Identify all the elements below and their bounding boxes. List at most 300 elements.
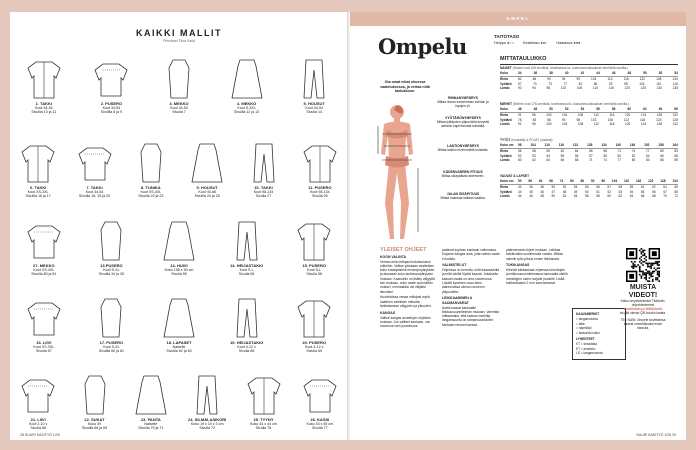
garment-illustration [24,295,64,339]
video-promo [618,284,668,330]
page-footer: SUURI KÄSITYÖ 1/25 29 [636,433,676,437]
size-cell: 77 [645,149,650,154]
size-cell: 50 [549,106,553,111]
garment-illustration [131,140,171,184]
size-cell: 58 [618,185,623,190]
skill-dots: ●●● [573,41,581,45]
garment-name: 19. HEIJASTAKKI [230,340,264,345]
measure-description [435,144,491,152]
size-row-label: Rinta [500,113,508,118]
garment-name: 8. TUNIKA [141,185,161,190]
garment-item [286,56,342,115]
garment-illustration [131,372,171,416]
measure-heading: VYÖTÄRÖNYMPÄRYS [445,116,481,120]
video-promo-text-2: tai yllä olevan QR-koodin kautta. [620,311,666,316]
size-cell: 77 [617,158,622,163]
measure-heading: LANTIONYMPÄRYS [447,144,479,148]
skill-label: Helppo [494,41,507,45]
size-cell: 116 [609,122,615,127]
garment-name: 4. MEKKO [236,101,257,106]
size-cell: 62 [532,158,536,163]
size-cell: 82 [518,77,522,82]
size-cell: 90 [547,77,551,82]
size-cell: 46 [611,70,616,75]
size-cell: 54 [674,70,678,75]
garment-illustration [244,140,284,184]
size-cell: 116 [636,178,642,183]
garment-name: 16. LIIVI [36,340,52,345]
size-row-label: Vyötärö [500,189,512,194]
garment-pages: Sivulla 66 [238,349,255,354]
size-cell: 128 [656,113,663,118]
size-cell: 46 [529,194,533,199]
garment-illustration [227,218,267,262]
garment-item [123,372,179,431]
garment-item [16,295,72,354]
size-cell: 120 [624,113,631,118]
skill-dots: ●○○ [507,41,514,45]
garment-name: 22. SUKAT [84,417,105,422]
section-ribbon: OMPEL [350,12,686,26]
size-row [500,194,678,199]
size-cell: 86 [532,77,537,82]
legend-item: = langansuunta [576,317,598,322]
size-cell: 64 [645,153,650,158]
size-cell: 88 [547,117,551,122]
size-row-label: Lantio [500,158,510,163]
garment-pages: Sivulla 72 [199,426,215,431]
garment-pages: Sivuilla 18, 19 ja 20 [78,194,111,199]
video-promo-text: Katso ompelutekniset Tikkinäin-ohjevideoemme [620,299,666,308]
size-cell: 140 [615,142,621,147]
garment-sizes: Koot 34-54 [170,106,188,110]
measure-text: Mittaa rinnan korkeimman kohdan ja lapojen yli. [437,100,489,108]
size-cell: 62 [560,149,565,154]
garment-illustration [187,372,227,416]
size-table-heading: MIEHET (Miehet ovat 178-senttisiä, tarvittaessa ks. kaavanmuokkaukset viereisiltä sivuilta.) [500,102,630,106]
size-cell: 70 [533,81,537,86]
garment-illustration [91,56,131,100]
size-cell: 64 [574,149,579,154]
measure-description [435,96,491,108]
size-cell: 62 [631,153,636,158]
size-cell: 34 [518,70,522,75]
garment-illustration [294,295,334,339]
garment-pages: Sivulla 14 [306,110,322,115]
size-table-heading: VAUVAT & LAPSET [500,174,530,178]
garment-name: 26. KASSI [310,417,330,422]
garment-sizes: Koot 34-54 [102,106,121,110]
general-instructions-col1: YLEISET OHJEET KOON VALINTA Vertaa omia mittojasi kokotaulukon mittoihin. Valitse yläosaan vaatteiden koko ensisijaisesti rinnanympäryksen, ja alaosaan koko lantionympäryksen mukaan. Kaavoihin on lisätty väljyyttä sen mukaan, onko vaate suunniteltu mukavi, normaaliksi vai väljäksi istuvaksi. Huolehdissa vertaa mittojasi myös vaatteen valmiisiin mittoihin tarkistamaan väljyyden ja pituuden. KANGAS Valitse kangas annettujen ohjeiden mukaan. Jos valitset kankaan, ota huomioon sen joustavuus. [380,248,438,330]
body-measure-figure [370,102,425,242]
garment-illustration [159,56,199,100]
size-cell: 73 [548,81,552,86]
measure-text: Mittaa lantion leveimmältä kohdalta. [437,148,489,152]
size-cell: 58 [674,189,678,194]
size-cell: 115 [608,86,614,91]
skill-level-heading: TAITOTASO [494,34,520,39]
measure-heading: KÄDENVARREN PITUUS [443,170,483,174]
size-cell: 98 [576,117,580,122]
garment-pages: Sivuilla 24 ja 25 [194,194,220,199]
garment-illustration [294,56,334,100]
garment-pages: Sivulla 69 [306,349,322,354]
garment-illustration [91,295,131,339]
size-cell: 100 [546,113,552,118]
garment-name: 18. LAPASET [166,340,192,345]
garment-item [123,140,179,199]
garment-sizes: Koot 98-134 [253,190,274,194]
measure-heading: RINNANYMPÄRYS [448,96,478,100]
size-cell: 92 [590,178,595,183]
size-cell: 64 [663,185,667,190]
garment-name: 23. PANTA [140,417,161,422]
skill-levels [494,41,674,45]
size-cell: 56 [518,149,522,154]
skill-dots: ●●○ [540,41,548,45]
size-cell: 110 [607,77,613,82]
garment-name: 10. TAKKI [254,185,273,190]
garment-name: 5. HOUSUT [303,101,325,106]
garment-name: 9. HOUSUT [196,185,218,190]
garment-illustration [294,218,334,262]
size-cell: 94 [532,86,536,91]
garment-name: 14. HUIVI [170,263,188,268]
garment-illustration [75,140,115,184]
size-cell: 60 [546,149,550,154]
size-table-tytot [500,138,678,163]
pattern-marks-heading: KAAVAMERKIT [576,312,600,316]
skill-level-3 [556,41,580,45]
size-cell: 54 [573,194,578,199]
measure-intro: Ota omat mitat ohuessa vaatetuksessa, ja vertaa niitä taulukkoon. [380,80,430,94]
garment-illustration [300,372,340,416]
size-cell: 62 [618,194,623,199]
illustrator-credit: Piirrokset Tiina Kaila [163,39,195,43]
size-cell: 68 [574,158,579,163]
general-instructions-col3: päärmevarat ohjeet mukaan. Leikkaa kelkkivaiksi suurimmalla varalla. Mittaa valmiin työn pituus ennen leikkausta. TUKIKANGAS Kiinnitä tukikankaat ohjeessa kerrottujen ja leikkuusuunnitelmassa harmaalla värillä merkittyjen osien nurjalle puolelle. Lisää tukikankaisiin 2 mm saumanvarat. [506,248,568,286]
garment-sizes: Koot S-XL [103,345,120,349]
size-cell: 52 [564,106,569,111]
size-cell: 54 [629,189,634,194]
size-cell: 36 [533,70,538,75]
garment-pages: Sivuilla 16 ja 17 [25,194,51,199]
size-cell: 50 [551,194,556,199]
size-cell: 98 [624,81,628,86]
size-row-label: Vyötärö [500,153,512,158]
size-cell: 134 [601,142,607,147]
size-cell: 110 [592,86,598,91]
measure-text: Mittaa olkapäästä ranteeseen. [441,174,485,178]
right-page [350,12,686,440]
size-row-label: Rinta [500,77,508,82]
size-cell: 52 [607,189,611,194]
size-row-label: Vyötärö [500,81,512,86]
size-row-label: Lantio [500,86,510,91]
garment-sizes: Koot XS-3XL [33,345,55,349]
size-row [500,107,678,112]
garment-name: 3. MEKKO [169,101,189,106]
garment-illustration [24,218,64,262]
size-cell: 108 [577,113,584,118]
size-cell: 116 [672,81,678,86]
garment-illustration [18,372,58,416]
garment-illustration [244,372,284,416]
size-cell: 62 [643,106,647,111]
size-cell: 118 [639,117,646,122]
garment-sizes: Koot 34-54 [85,190,104,194]
garment-item [16,56,72,115]
size-cell: 106 [576,86,583,91]
garment-name: 7. TAKKI [86,185,103,190]
skill-level-2 [523,41,547,45]
size-cell: 74 [631,149,636,154]
size-cell: 66 [589,149,593,154]
skill-level [494,34,674,45]
section-title: Ompelu [378,34,467,59]
garment-item [67,372,123,431]
measure-heading: JALAN SISÄPITUUS [446,192,480,196]
size-cell: 59 [629,185,634,190]
size-cell: 70 [663,194,667,199]
qr-code[interactable] [626,248,660,282]
size-cell: 38 [549,70,553,75]
size-cell: 64 [658,106,663,111]
garment-sizes: Naiselle [144,422,158,426]
measure-description [435,170,491,178]
size-cell: 83 [532,117,537,122]
garment-name: 20. PUSERO [302,340,326,345]
size-cell: 135 [672,86,678,91]
garment-illustration [300,140,340,184]
garment-sizes: Koko 39 [87,422,102,426]
garment-name: 27. MEKKO [33,263,55,268]
size-cell: 128 [587,142,593,147]
garment-sizes: Koot 34-54 [305,106,323,110]
garment-item [83,295,139,354]
size-cell: 60 [518,158,522,163]
video-url-link[interactable]: suurikasityo.fi/tikkinkit [623,307,663,312]
size-cell: 57 [607,185,611,190]
size-cell: 116 [558,142,564,147]
size-cell: 58 [603,153,607,158]
size-cell: 68 [549,178,553,183]
size-cell: 42 [580,70,585,75]
legend-item: = napinläpi [576,326,592,331]
garment-item [83,56,139,115]
size-row-label: Rinta [500,149,508,154]
size-cell: 104 [530,142,536,147]
general-instructions-heading: YLEISET OHJEET [380,247,427,253]
size-cell: 77 [563,81,568,86]
garment-illustration [227,56,267,100]
garment-item [83,218,139,277]
size-row-label: Lantio [500,194,510,199]
size-cell: 91 [518,113,522,118]
garment-item [179,140,235,199]
size-cell: 116 [623,77,629,82]
size-cell: 103 [591,117,597,122]
video-tip: TEE NÄIN: Ompele tarvittaessa kaavat ommeltavaksi ensin harsolla. [620,317,666,331]
garment-sizes: Koot XS-4XL [33,268,55,272]
size-cell: 50 [518,178,522,183]
size-cell: 66 [640,194,645,199]
measure-description [435,116,491,128]
size-cell: 50 [585,189,589,194]
garment-pages: Sivulla 66 [30,426,46,431]
size-cell: 125 [640,86,646,91]
size-cell: 98 [601,178,605,183]
garment-pages: Sivuilla 10 ja 11 [31,110,57,115]
size-cell: 108 [607,117,613,122]
size-cell: 110 [624,178,630,183]
garment-pages: Sivulla 27 [255,194,272,199]
garment-pages: Sivuilla 70 ja 71 [138,426,164,431]
garment-name: 25. TYYNY [253,417,274,422]
abbreviations-heading: LYHENTEET [576,337,595,342]
garment-item [292,372,348,431]
garment-pages: Sivulla 57 [36,349,52,354]
size-cell: 134 [672,178,678,183]
legend-item: ET = keskietu [576,346,596,351]
size-cell: 100 [546,122,552,127]
size-cell: 123 [656,117,662,122]
size-row [500,158,678,163]
size-cell: 64 [546,158,550,163]
size-cell: 122 [572,142,579,147]
size-table-heading: NAISET (Naiset ovat 168 senttisiä, tarvittaessa ks. kaavanmuokkaukset viereisiltä sivuilta.) [500,66,629,70]
legend-item: LS = langansuunta [576,351,603,356]
size-cell: 58 [611,106,616,111]
size-cell: 104 [639,81,645,86]
size-cell: 44 [596,70,600,75]
size-cell: 98 [518,142,522,147]
size-cell: 52 [562,194,567,199]
skill-label: Keskitaso [523,41,540,45]
garment-sizes: Koot 2-10 v [28,422,48,426]
size-cell: 58 [532,149,536,154]
size-cell: 108 [577,122,584,127]
size-cell: 48 [562,189,567,194]
garment-item [151,56,207,115]
left-page [10,12,348,440]
garment-sizes: Koot 4-12 v [304,345,324,349]
size-cell: 60 [617,153,622,158]
size-cell: 68 [674,153,678,158]
measure-description [435,192,491,200]
garment-pages: Sivuilla 80 ja 81 [31,272,57,277]
garment-item [10,140,66,199]
garment-item [10,372,66,431]
garment-pages: Sivulla 77 [312,426,328,431]
garment-pages: Sivulla 58 [306,272,322,277]
size-cell: 71 [617,149,622,154]
garment-item [286,218,342,277]
size-row-label: Vyötärö [500,117,512,122]
size-cell: 113 [623,117,629,122]
legend-item: = taskuntai lukko [576,330,600,335]
size-cell: 65 [674,185,678,190]
size-cell: 60 [607,194,611,199]
size-cell: 47 [551,189,556,194]
size-cell: 62 [652,185,656,190]
size-cell: 104 [562,122,568,127]
size-cell: 128 [656,77,662,82]
size-cell: 54 [573,185,578,190]
size-cell: 71 [589,158,593,163]
garment-illustration [91,218,131,262]
garment-sizes: Koot 4-12 v [237,345,256,349]
garment-pages: Sivuilla 62 ja 63 [166,349,192,354]
size-cell: 83 [645,158,650,163]
garment-item [219,218,275,277]
size-row [500,71,678,76]
garment-name: 6. TAKKI [29,185,47,190]
garment-name: 24. SILMÄLASIKORI [188,417,227,422]
size-table-naiset [500,66,678,91]
size-cell: 94 [561,77,566,82]
size-cell: 120 [624,122,631,127]
garment-pages: Sivuilla 8 ja 9 [100,110,122,115]
size-cell: 86 [593,81,598,86]
size-cell: 57 [589,153,593,158]
size-cell: 128 [660,178,666,183]
size-cell: 128 [656,122,663,127]
size-cell: 80 [660,149,664,154]
size-cell: 110 [544,142,550,147]
garment-item [151,295,207,354]
size-cell: 112 [593,122,599,127]
garment-item [219,56,275,115]
size-cell: 120 [624,86,630,91]
garment-item [219,295,275,354]
size-cell: 132 [672,113,678,118]
garment-pages: Sivuilla 12 ja 13 [234,110,260,115]
size-row-label: Koko [500,106,508,111]
size-cell: 56 [596,106,600,111]
legend-item: KT = keskitaka [576,342,597,347]
garment-pages: Sivulla 55 [171,272,187,277]
size-cell: 57 [663,189,667,194]
garment-illustration [159,295,199,339]
size-cell: 52 [562,185,567,190]
size-cell: 93 [561,117,566,122]
garment-name: 14. HEIJASTAKKI [230,263,264,268]
size-cell: 102 [560,86,567,91]
size-row-label: Lantio [500,122,510,127]
garment-sizes: Koot S-L [239,268,254,272]
size-cell: 54 [546,153,550,158]
garment-sizes: Naiselle [172,345,186,349]
garment-sizes: Koko 43 x 45 cm [306,422,334,426]
size-cell: 56 [596,185,600,190]
garment-sizes: Koot S-XL [103,268,120,272]
size-row-label: Koko cm [500,142,514,147]
size-cell: 98 [546,86,551,91]
size-cell: 44 [518,194,522,199]
garment-item [292,140,348,199]
size-table-heading: TYTÖT (mustalla) & POJAT (vaaleat) [500,138,553,142]
size-table-vauvat [500,174,678,199]
measure-text: Mittaa haarasta lattiaan saakka. [440,196,486,200]
size-cell: 74 [603,158,607,163]
garment-name: 21. LIIVI [30,417,46,422]
size-cell: 62 [538,178,543,183]
size-cell: 68 [652,194,656,199]
size-row-label: Rinta [500,185,508,190]
abbreviations-list [576,342,622,355]
size-cell: 112 [593,113,599,118]
